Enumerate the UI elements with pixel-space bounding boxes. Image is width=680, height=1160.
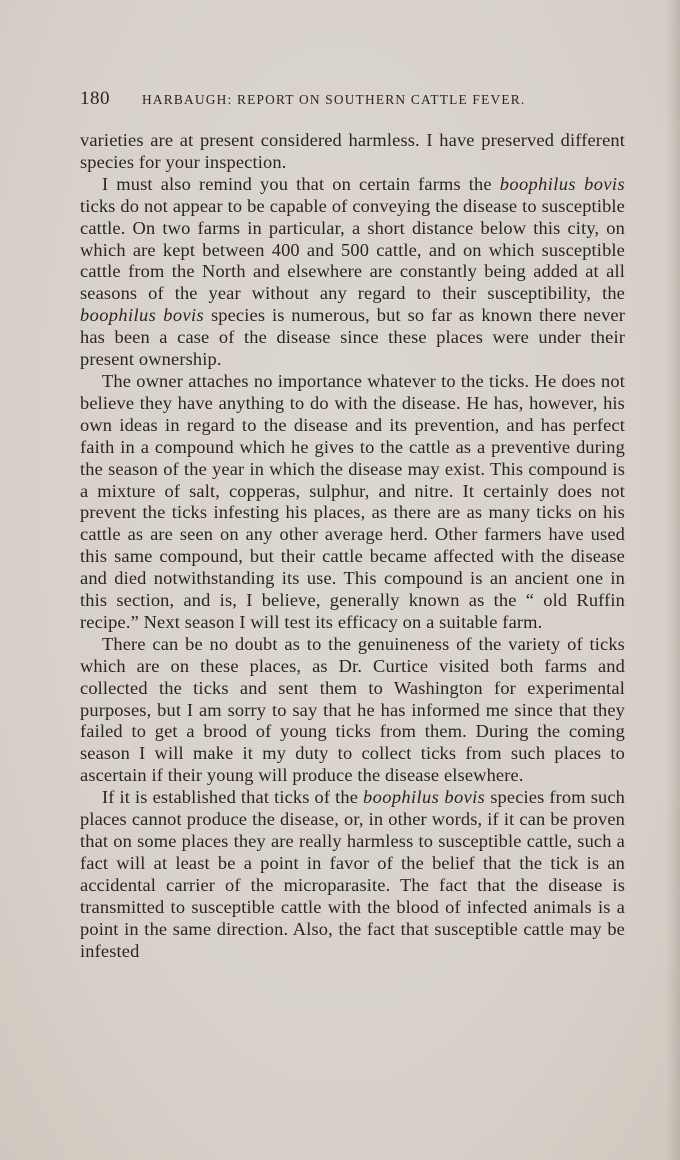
body-text [80,130,625,962]
paragraph-4 [80,634,625,787]
text-segment: varieties are at present considered harmless. I have preserved different species for your inspection. [80,130,625,172]
text-segment: species is numerous, but so far as known there never has been a case of the disease since these places were under their present ownership. [80,305,625,370]
text-segment: species from such places cannot produce the disease, or, in other words, if it can be proven that on some places they are really harmless to susceptible cattle, such a fact will at least be a point in favor of the belief that the tick is an accidental carrier of the microparasite. The fact that the disease is transmitted to susceptible cattle with the blood of infected animals is a point in the same direction. Also, the fact that susceptible cattle may be infested [80,787,626,961]
paragraph-3 [80,371,625,634]
text-segment: The owner attaches no importance whatever to the ticks. He does not believe they have anything to do with the disease. He has, however, his own ideas in regard to the disease and its prevention, and has perfect faith in a compound which he gives to the cattle as a preventive during the season of the year in which the disease may exist. This compound is a mixture of salt, copperas, sulphur, and nitre. It certainly does not prevent the ticks infesting his places, as there are as many ticks on his cattle as are seen on any other average herd. Other farmers have used this same compound, but their cattle became affected with the disease and died notwithstanding its use. This compound is an ancient one in this section, and is, I believe, generally known as the “ old Ruffin recipe.” Next season I will test its efficacy on a suitable farm. [80,370,625,632]
page-edge-shadow [666,0,680,1160]
text-segment: If it is established that ticks of the [102,787,364,808]
paragraph-2 [80,174,625,371]
text-segment: There can be no doubt as to the genuineness of the variety of ticks which are on these places, as Dr. Curtice visited both farms and collected the ticks and sent them to Washington for experimental purposes, but I am sorry to say that he has informed me since that they failed to get a brood of young ticks from them. During the coming season I will make it my duty to collect ticks from such places to ascertain if their young will produce the disease elsewhere. [80,633,625,786]
page-number: 180 [80,88,110,109]
text-segment: I must also remind you that on certain farms the [102,173,500,194]
paragraph-5 [80,787,625,962]
text-segment: ticks do not appear to be capable of conveying the disease to susceptible cattle. On two farms in particular, a short distance below this city, on which are kept between 400 and 500 cattle, and on which susceptible cattle from the North and elsewhere are constantly being added at all seasons of the year without any regard to their susceptibility, the [80,195,625,304]
running-title: HARBAUGH: REPORT ON SOUTHERN CATTLE FEVER. [142,92,526,107]
paragraph-1 [80,130,625,174]
species-name: boophilus bovis [363,787,486,808]
running-head [80,88,625,114]
species-name: boophilus bovis [499,173,626,194]
species-name: boophilus bovis [80,305,205,326]
